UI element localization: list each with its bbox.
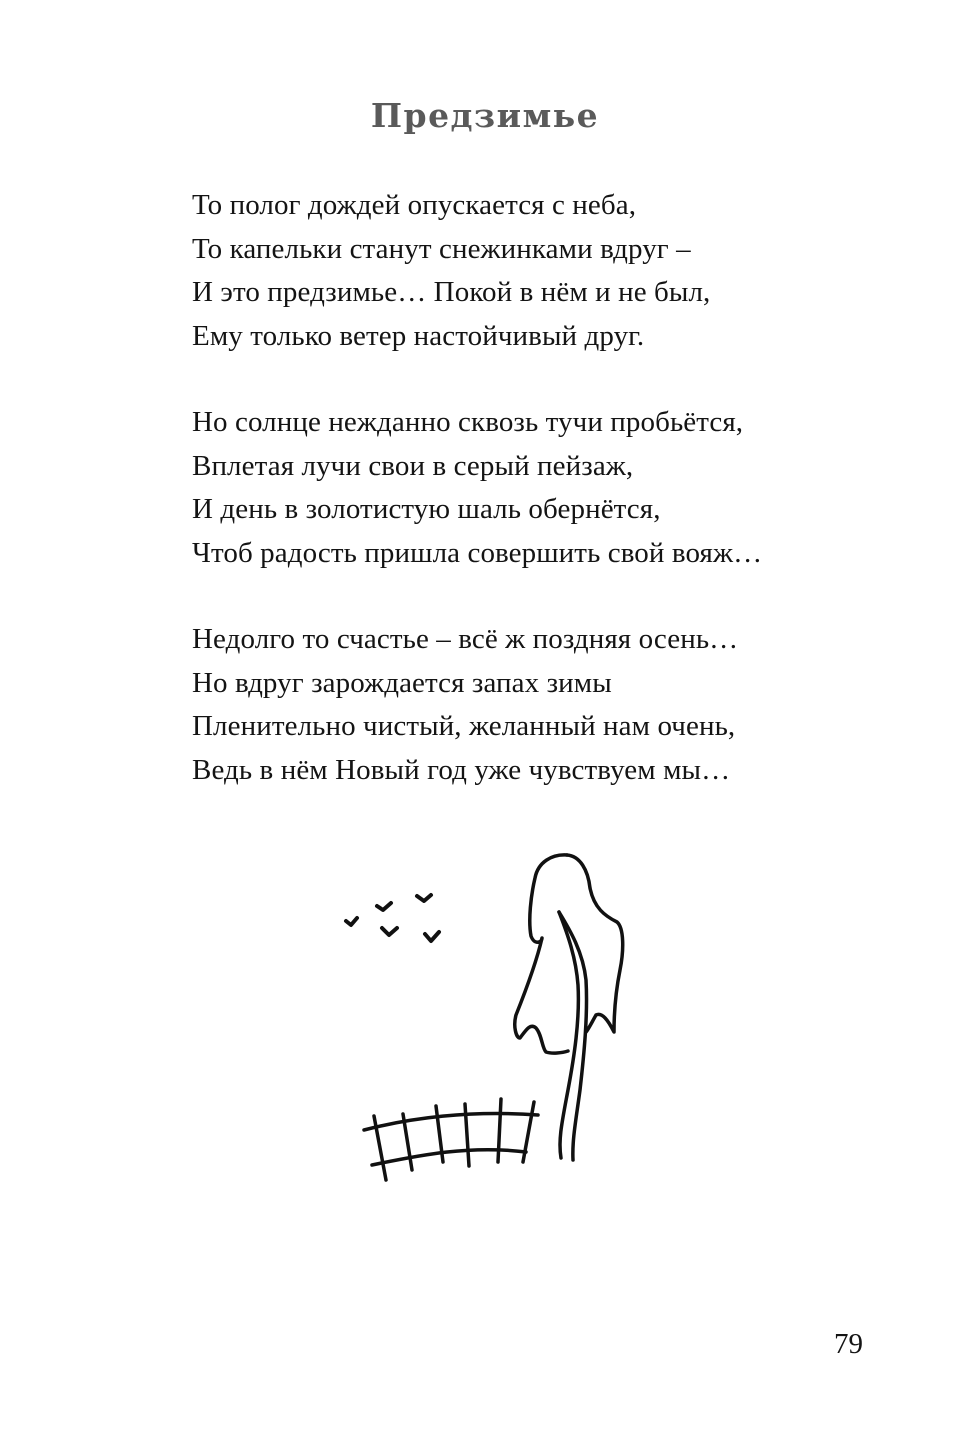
- poem-line: Ему только ветер настойчивый друг.: [192, 319, 645, 352]
- poem-line: И это предзимье… Покой в нём и не был,: [192, 276, 711, 308]
- stanza-1: [192, 184, 762, 358]
- poem-line: И день в золотистую шаль обернётся,: [192, 493, 661, 525]
- poem-line: Чтоб радость пришла совершить свой вояж…: [192, 536, 763, 569]
- poem-line: То капельки станут снежинками вдруг –: [192, 232, 691, 265]
- poem-line: То полог дождей опускается с неба,: [192, 189, 637, 221]
- poem-line: Но солнце нежданно сквозь тучи пробьётся,: [192, 406, 744, 438]
- page-number: 79: [834, 1328, 863, 1360]
- poem-line: Пленительно чистый, желанный нам очень,: [192, 710, 736, 742]
- poem-line: Вплетая лучи свои в серый пейзаж,: [192, 449, 634, 482]
- poem-line: Ведь в нём Новый год уже чувствуем мы…: [192, 753, 731, 786]
- poem-line: Недолго то счастье – всё ж поздняя осень…: [192, 623, 739, 655]
- stanza-3: [192, 618, 762, 792]
- illustration: [330, 840, 640, 1200]
- birds-icon: [346, 895, 439, 941]
- poem-title: Предзимье: [370, 96, 600, 135]
- poem-body: [192, 184, 762, 835]
- stanza-2: [192, 401, 762, 575]
- fence-icon: [364, 1099, 538, 1180]
- poem-line: Но вдруг зарождается запах зимы: [192, 666, 612, 699]
